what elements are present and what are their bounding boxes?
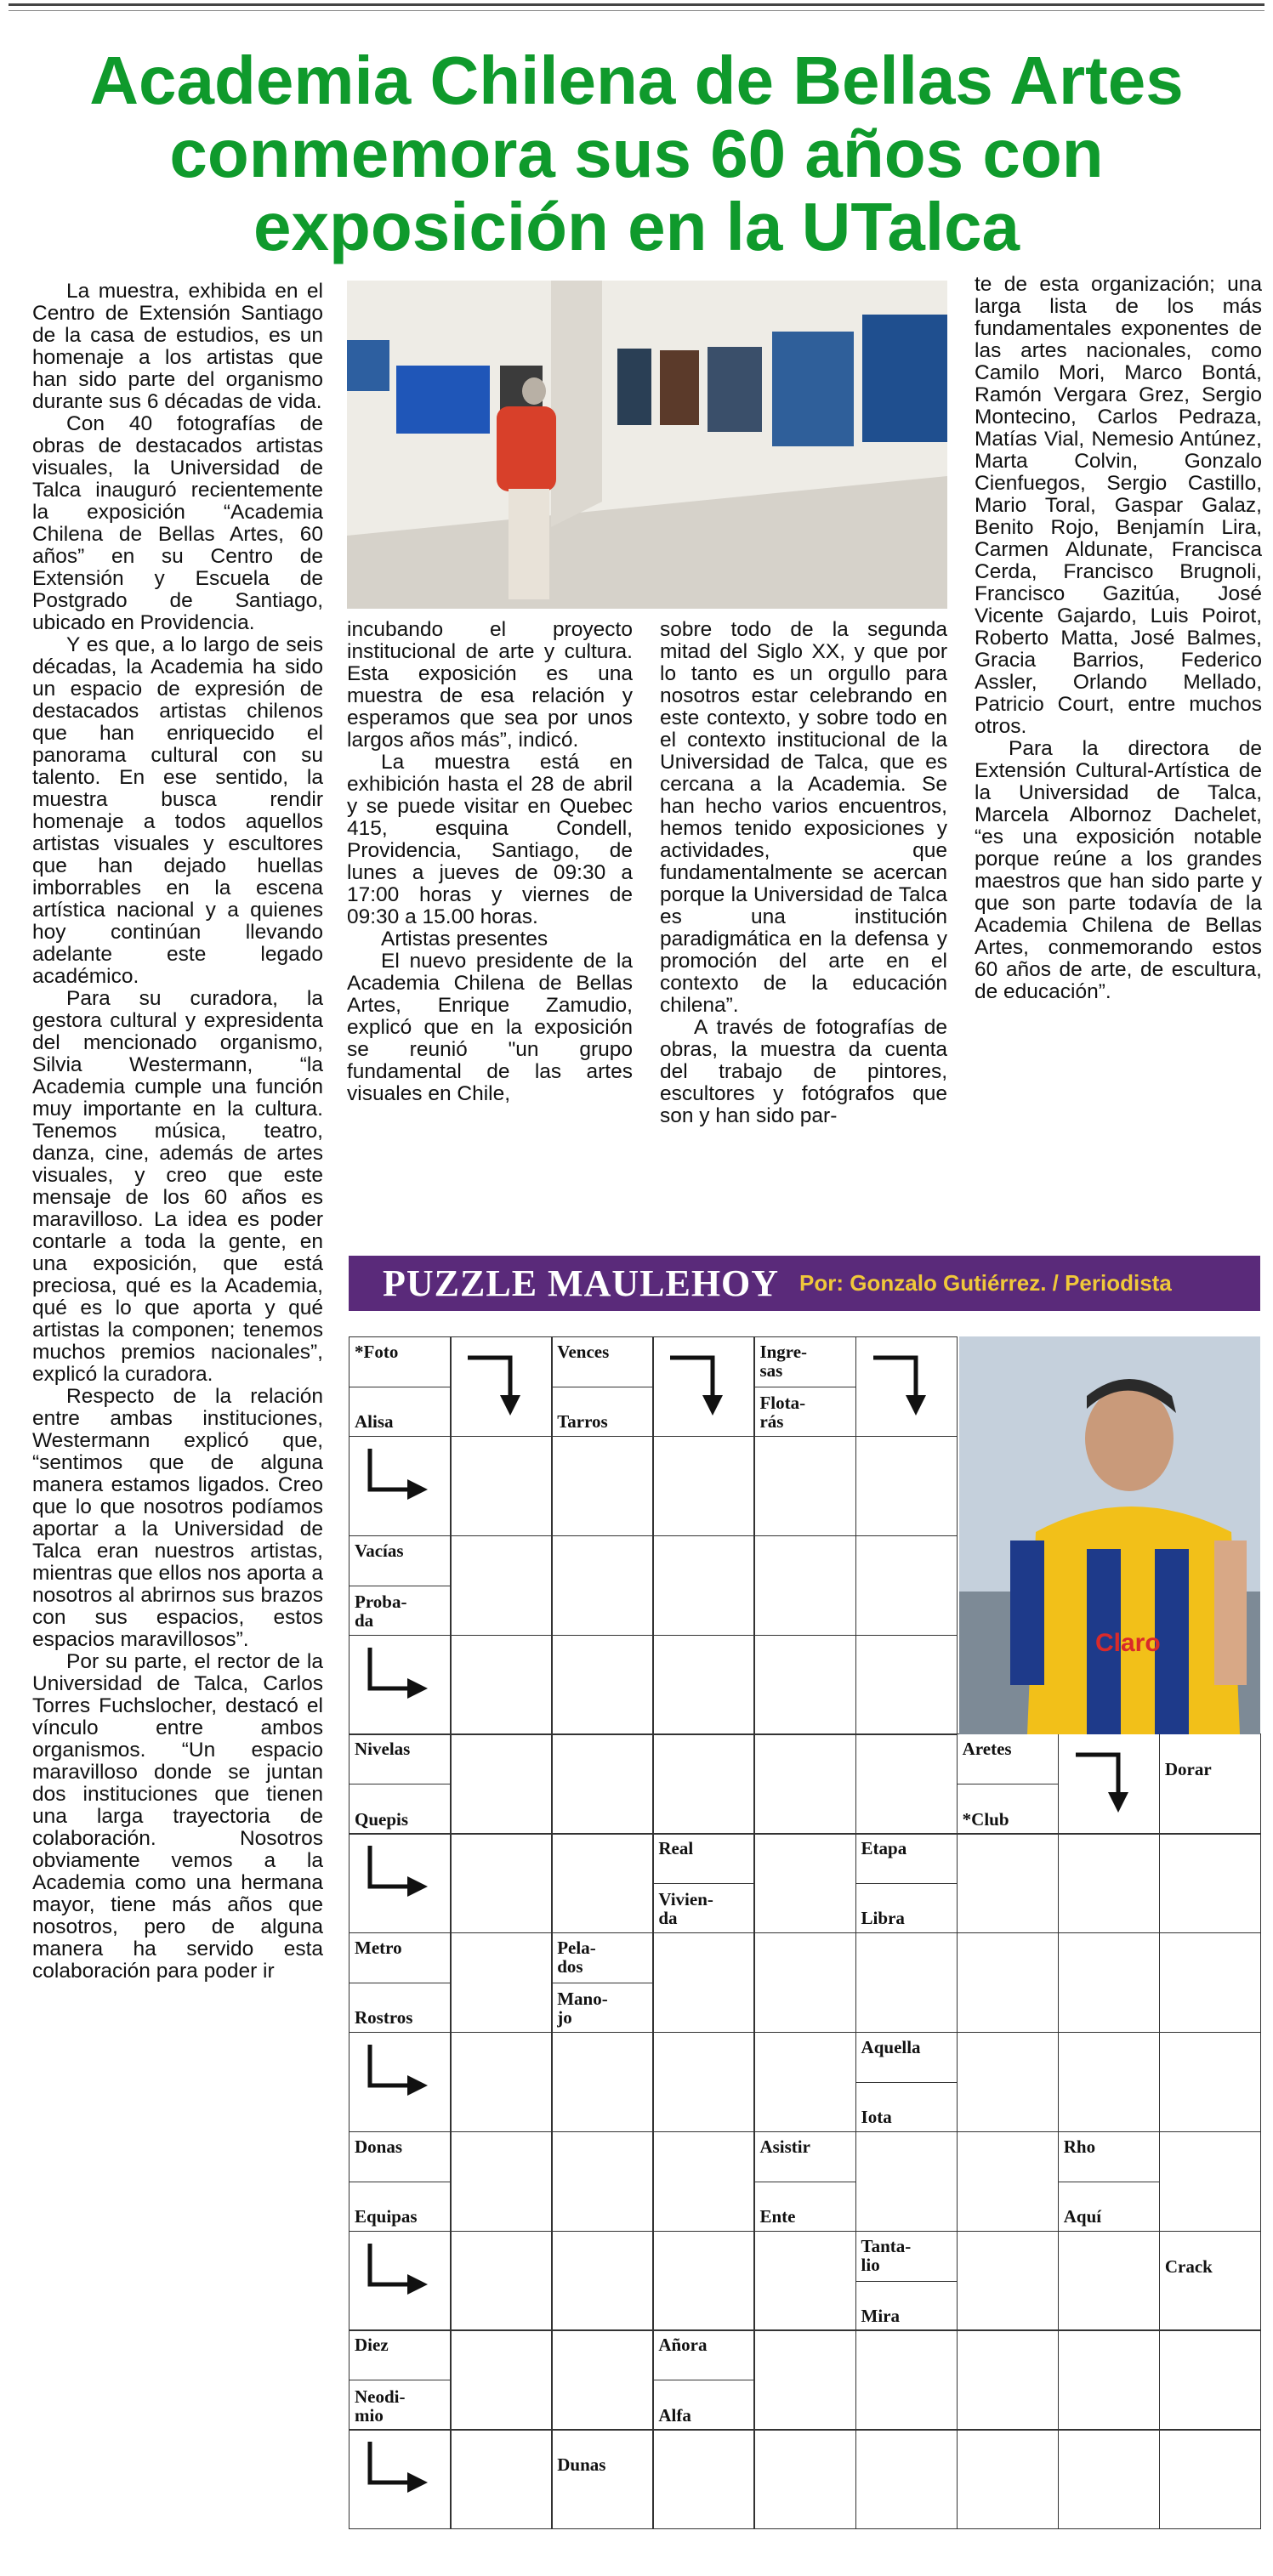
- clue-cell: [551, 1336, 654, 1437]
- answer-cell[interactable]: [1159, 2429, 1262, 2529]
- answer-cell[interactable]: [652, 1436, 755, 1536]
- top-rule: [9, 3, 1264, 6]
- clue-text: Equipas: [355, 2205, 418, 2227]
- answer-cell[interactable]: [1159, 1833, 1262, 1933]
- article-column-4: [975, 274, 1262, 1003]
- answer-cell[interactable]: [551, 2231, 654, 2331]
- answer-cell[interactable]: [450, 1833, 553, 1933]
- clue-text: Añora: [658, 2335, 708, 2356]
- paragraph: incubando el proyecto institucional de arte y cultura. Esta exposición es una muestra de esa relación y esperamos que sea por unos largos años más”, indicó.: [347, 618, 633, 752]
- answer-cell[interactable]: [652, 1635, 755, 1735]
- clue-cell: [551, 1932, 654, 2033]
- answer-cell[interactable]: [855, 1932, 958, 2033]
- answer-cell[interactable]: [652, 2131, 755, 2232]
- arrow-right-icon: [349, 2429, 452, 2529]
- paragraph: Por su parte, el rector de la Universidad de Talca, Carlos Torres Fuchslocher, destacó el vínculo entre ambos organismos. “Un espacio maravilloso donde se juntan dos instituciones que tienen una larga trayectoria de colaboración. Nosotros obviamente vemos a la Academia como una hermana mayor, tiene más años que nosotros, pero de alguna manera ha servido esta colaboración para poder ir: [32, 1650, 323, 1983]
- arrow-right-icon: [349, 1833, 452, 1933]
- clue-cell: [652, 1833, 755, 1933]
- answer-cell[interactable]: [450, 2231, 553, 2331]
- answer-cell[interactable]: [450, 2329, 553, 2430]
- arrow-down-icon: [451, 1337, 552, 1437]
- clue-text: Alfa: [658, 2404, 691, 2426]
- answer-cell[interactable]: [753, 1733, 856, 1834]
- answer-cell[interactable]: [1058, 1932, 1161, 2033]
- answer-cell[interactable]: [957, 2131, 1060, 2232]
- paragraph: A través de fotografías de obras, la muestra da cuenta del trabajo de pintores, escultores y fotógrafos que son y han sido par-: [660, 1016, 947, 1127]
- clue-text: Diez: [355, 2335, 389, 2356]
- arrow-down-icon: [1058, 1733, 1161, 1834]
- answer-cell[interactable]: [551, 2131, 654, 2232]
- answer-cell[interactable]: [551, 1635, 654, 1735]
- clue-cell: [1058, 2131, 1161, 2232]
- clue-cell: [349, 1733, 452, 1834]
- answer-cell[interactable]: [957, 2329, 1060, 2430]
- answer-cell[interactable]: [450, 2131, 553, 2232]
- clue-text: Neodi- mio: [355, 2386, 406, 2426]
- answer-cell[interactable]: [753, 2231, 856, 2331]
- svg-text:Claro: Claro: [1095, 1629, 1161, 1657]
- clue-divider: [856, 2281, 958, 2282]
- clue-cell: [1159, 2231, 1262, 2331]
- clue-divider: [653, 1883, 754, 1884]
- answer-cell[interactable]: [855, 1733, 958, 1834]
- answer-cell[interactable]: [450, 2032, 553, 2132]
- answer-cell[interactable]: [450, 1932, 553, 2033]
- arrow-right-icon: [350, 1437, 451, 1536]
- clue-text: *Foto: [355, 1342, 399, 1362]
- answer-cell[interactable]: [1058, 2032, 1161, 2132]
- clue-cell: [652, 2329, 755, 2430]
- arrow-down-icon: [855, 1336, 958, 1437]
- answer-cell[interactable]: [855, 1635, 958, 1735]
- clue-text: Real: [658, 1838, 694, 1859]
- answer-cell[interactable]: [957, 1932, 1060, 2033]
- arrow-down-icon: [1059, 1734, 1160, 1834]
- clue-text: Asistir: [759, 2136, 810, 2157]
- clue-cell: [855, 2231, 958, 2331]
- arrow-down-icon: [652, 1336, 755, 1437]
- clue-text: Vences: [557, 1342, 610, 1362]
- clue-text: Aquella: [861, 2036, 921, 2057]
- clue-text: Iota: [861, 2107, 892, 2128]
- arrow-right-icon: [350, 2232, 451, 2331]
- clue-text: Proba- da: [355, 1591, 407, 1631]
- paragraph: El nuevo presidente de la Academia Chilena de Bellas Artes, Enrique Zamudio, explicó que en la exposición se reunió "un grupo fundamental de las artes visuales en Chile,: [347, 950, 633, 1105]
- answer-cell[interactable]: [652, 1733, 755, 1834]
- clue-text: Nivelas: [355, 1739, 411, 1760]
- clue-text: Aquí: [1063, 2205, 1102, 2227]
- arrow-right-icon: [349, 2032, 452, 2132]
- answer-cell[interactable]: [855, 1436, 958, 1536]
- answer-cell[interactable]: [753, 2329, 856, 2430]
- paragraph: Con 40 fotografías de obras de destacados artistas visuales, la Universidad de Talca inauguró recientemente la exposición “Academia Chilena de Bellas Artes, 60 años” en su Centro de Extensión y Escuela de Postgrado de Santiago, ubicado en Providencia.: [32, 412, 323, 634]
- answer-cell[interactable]: [855, 2329, 958, 2430]
- answer-cell[interactable]: [1159, 1932, 1262, 2033]
- arrow-right-icon: [349, 1635, 452, 1735]
- clue-text: Dorar: [1164, 1759, 1212, 1780]
- clue-text: Ente: [759, 2205, 796, 2227]
- clue-text: *Club: [962, 1808, 1009, 1830]
- clue-text: Dunas: [557, 2454, 606, 2476]
- clue-text: Vacías: [355, 1540, 404, 1561]
- answer-cell[interactable]: [855, 2131, 958, 2232]
- clue-text: Crack: [1164, 2255, 1213, 2277]
- paragraph: sobre todo de la segunda mitad del Siglo XX, y que por lo tanto es un orgullo para nosotros estar celebrando en este contexto, y sobre todo en el contexto institucional de la Universidad de Talca, que es cercana a la Academia. Se han hecho varios encuentros, hemos tenido exposiciones y actividades, que fundamentalmente se acercan porque la Universidad de Talca es una institución paradigmática en la defensa y promoción del arte en el contexto de la educación chilena”.: [660, 618, 947, 1017]
- arrow-right-icon: [350, 1636, 451, 1735]
- clue-text: Mano- jo: [557, 1989, 608, 2028]
- answer-cell[interactable]: [957, 2429, 1060, 2529]
- arrow-down-icon: [653, 1337, 754, 1437]
- clue-cell: [349, 2329, 452, 2430]
- clue-text: Etapa: [861, 1838, 907, 1859]
- answer-cell[interactable]: [551, 1733, 654, 1834]
- clue-cell: [957, 1733, 1060, 1834]
- answer-cell[interactable]: [753, 1932, 856, 2033]
- clue-divider: [856, 2082, 958, 2083]
- top-rule-thin: [9, 10, 1264, 11]
- paragraph: Para su curadora, la gestora cultural y expresidenta del mencionado organismo, Silvia Westermann, “la Academia cumple una función muy importante en la cultura. Tenemos música, teatro, danza, cine, además de artes visuales, y creo que este mensaje de los 60 años es maravilloso. La idea es poder contarle a toda la gente, en una exposición, que está preciosa, qué es la Academia, qué es lo que aporta y qué artistas la componen; tenemos muchos premios nacionales”, explicó la curadora.: [32, 987, 323, 1386]
- article-column-1: [32, 281, 323, 1983]
- clue-cell: [349, 1535, 452, 1636]
- clue-text: Alisa: [355, 1411, 394, 1433]
- answer-cell[interactable]: [450, 1535, 553, 1636]
- answer-cell[interactable]: [957, 1833, 1060, 1933]
- answer-cell[interactable]: [1159, 2329, 1262, 2430]
- arrow-right-icon: [349, 1436, 452, 1536]
- answer-cell[interactable]: [1058, 2329, 1161, 2430]
- clue-text: Mira: [861, 2305, 901, 2326]
- answer-cell[interactable]: [551, 1436, 654, 1536]
- clue-cell: [349, 1336, 452, 1437]
- answer-cell[interactable]: [855, 2429, 958, 2529]
- answer-cell[interactable]: [1058, 2429, 1161, 2529]
- clue-text: Tanta- lio: [861, 2235, 912, 2275]
- clue-text: Rostros: [355, 2007, 413, 2028]
- answer-cell[interactable]: [450, 1436, 553, 1536]
- clue-cell: [753, 2131, 856, 2232]
- paragraph: La muestra, exhibida en el Centro de Extensión Santiago de la casa de estudios, es un homenaje a los artistas que han sido parte del organismo durante sus 6 décadas de vida.: [32, 280, 323, 413]
- clue-text: Vivien- da: [658, 1889, 713, 1929]
- answer-cell[interactable]: [753, 2032, 856, 2132]
- clue-text: Libra: [861, 1908, 905, 1929]
- clue-divider: [856, 1883, 958, 1884]
- answer-cell[interactable]: [753, 1436, 856, 1536]
- answer-cell[interactable]: [855, 1535, 958, 1636]
- answer-cell[interactable]: [652, 1535, 755, 1636]
- puzzle-title: PUZZLE MAULEHOY: [383, 1262, 780, 1304]
- headline: Academia Chilena de Bellas Artes conmemora sus 60 años con exposición en la UTalca: [89, 43, 1184, 264]
- answer-cell[interactable]: [1058, 1833, 1161, 1933]
- subheading: Artistas presentes: [381, 928, 548, 950]
- clue-text: Rho: [1063, 2136, 1096, 2157]
- answer-cell[interactable]: [551, 1535, 654, 1636]
- clue-text: Donas: [355, 2136, 403, 2157]
- answer-cell[interactable]: [753, 1535, 856, 1636]
- paragraph: La muestra está en exhibición hasta el 28 de abril y se puede visitar en Quebec 415, esquina Condell, Providencia, Santiago, de lunes a jueves de 09:30 a 17:00 horas y viernes de 09:30 a 15.00 horas.: [347, 751, 633, 928]
- answer-cell[interactable]: [551, 1833, 654, 1933]
- arrow-right-icon: [350, 2033, 451, 2132]
- answer-cell[interactable]: [1159, 2131, 1262, 2232]
- arrow-down-icon: [856, 1337, 958, 1437]
- player-photo: [959, 1336, 1260, 1734]
- clue-text: Metro: [355, 1938, 402, 1958]
- answer-cell[interactable]: [652, 2032, 755, 2132]
- clue-text: Quepis: [355, 1808, 409, 1830]
- puzzle-banner: [349, 1256, 1260, 1311]
- clue-cell: [855, 2032, 958, 2132]
- answer-cell[interactable]: [450, 2429, 553, 2529]
- clue-cell: [349, 1932, 452, 2033]
- answer-cell[interactable]: [551, 2329, 654, 2430]
- answer-cell[interactable]: [1058, 2231, 1161, 2331]
- paragraph: Para la directora de Extensión Cultural-Artística de la Universidad de Talca, Marcela Albornoz Dachelet, “es una exposición notable porque reúne a los grandes maestros que han sido parte y que son parte todavía de la Academia Chilena de Bellas Artes, conmemorando estos 60 años de arte, de escultura, de educación”.: [975, 737, 1262, 1003]
- arrow-right-icon: [350, 2430, 451, 2529]
- arrow-down-icon: [450, 1336, 553, 1437]
- arrow-right-icon: [349, 2231, 452, 2331]
- article-column-2: [347, 619, 633, 1105]
- clue-text: Tarros: [557, 1411, 608, 1433]
- clue-text: Aretes: [962, 1739, 1012, 1760]
- answer-cell[interactable]: [753, 2429, 856, 2529]
- clue-text: Pela- dos: [557, 1938, 596, 1977]
- clue-cell: [1159, 1733, 1262, 1834]
- clue-cell: [349, 2131, 452, 2232]
- answer-cell[interactable]: [652, 1932, 755, 2033]
- clue-text: Flota- rás: [759, 1393, 806, 1433]
- answer-cell[interactable]: [551, 2032, 654, 2132]
- answer-cell[interactable]: [450, 1635, 553, 1735]
- clue-cell: [855, 1833, 958, 1933]
- answer-cell[interactable]: [957, 2032, 1060, 2132]
- answer-cell[interactable]: [450, 1733, 553, 1834]
- exhibition-photo: [347, 281, 947, 609]
- paragraph: Y es que, a lo largo de seis décadas, la Academia ha sido un espacio de expresión de destacados artistas chilenos que han enriquecido el panorama cultural con su talento. En ese sentido, la muestra busca rendir homenaje a todos aquellos artistas visuales y escultores que han dejado huellas imborrables en la escena artística nacional y a quienes hoy continúan llevando adelante este legado académico.: [32, 633, 323, 988]
- paragraph: Respecto de la relación entre ambas instituciones, Westermann explicó que, “sentimos que de alguna manera estamos ligados. Creo que lo que nosotros podíamos aportar a la Universidad de Talca eran nuestros artistas, mientras que ellos nos aporta a nosotros al abrirnos sus brazos con sus espacios, estos espacios maravillosos”.: [32, 1385, 323, 1651]
- puzzle-byline: Por: Gonzalo Gutiérrez. / Periodista: [799, 1270, 1172, 1296]
- answer-cell[interactable]: [652, 2231, 755, 2331]
- answer-cell[interactable]: [957, 2231, 1060, 2331]
- clue-cell: [753, 1336, 856, 1437]
- answer-cell[interactable]: [1159, 2032, 1262, 2132]
- clue-cell: [551, 2429, 654, 2529]
- paragraph: te de esta organización; una larga lista de los más fundamentales exponentes de las artes nacionales, como Camilo Mori, Marco Bontá, Ramón Vergara Grez, Sergio Montecino, Carlos Pedraza, Matías Vial, Nemesio Antúnez, Marta Colvin, Gonzalo Cienfuegos, Sergio Castillo, Mario Toral, Gaspar Galaz, Benito Rojo, Benjamín Lira, Carmen Aldunate, Francisca Cerda, Francisco Brugnoli, Francisco Gazitúa, José Vicente Gajardo, Luis Poirot, Roberto Matta, José Balmes, Gracia Barrios, Federico Assler, Orlando Mellado, Patricio Court, entre muchos otros.: [975, 273, 1262, 738]
- answer-cell[interactable]: [753, 1635, 856, 1735]
- answer-cell[interactable]: [753, 1833, 856, 1933]
- answer-cell[interactable]: [652, 2429, 755, 2529]
- article-column-3: [660, 619, 947, 1127]
- clue-text: Ingre- sas: [759, 1342, 808, 1381]
- arrow-right-icon: [350, 1834, 451, 1933]
